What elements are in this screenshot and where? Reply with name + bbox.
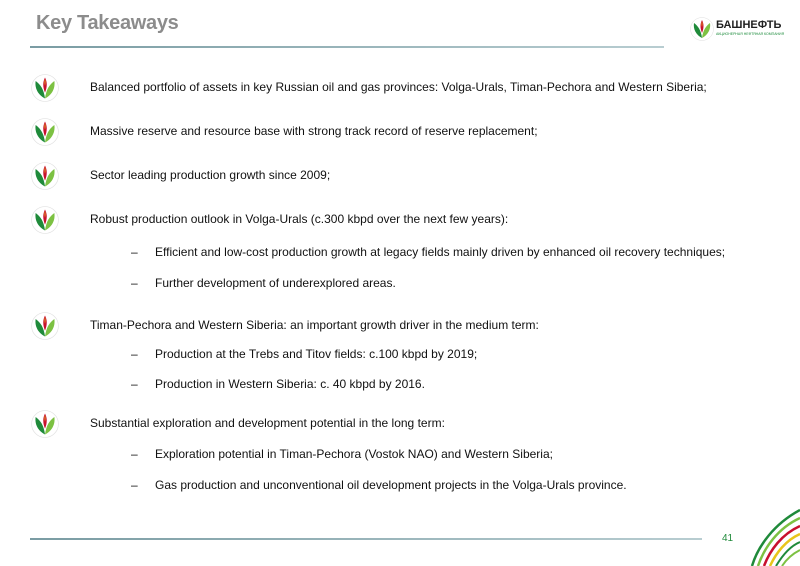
logo-tagline: АКЦИОНЕРНАЯ НЕФТЯНАЯ КОМПАНИЯ [716, 32, 785, 36]
bullet-text: Balanced portfolio of assets in key Russian oil and gas provinces: Volga-Urals, Timan-Pechora and Western Siberia; [90, 80, 707, 94]
bashneft-logo-icon [690, 17, 714, 41]
dash-marker: – [131, 245, 138, 259]
page-number: 41 [722, 533, 734, 544]
bullet-text: Substantial exploration and development potential in the long term: [90, 416, 445, 430]
sub-bullet-text: Production at the Trebs and Titov fields: c.100 kbpd by 2019; [155, 347, 478, 361]
title-divider [30, 46, 664, 48]
tulip-bullet-icon [31, 162, 59, 190]
page-title: Key Takeaways [36, 12, 179, 34]
dash-marker: – [131, 276, 138, 290]
corner-stripes-decoration [738, 498, 800, 566]
sub-bullet-text: Production in Western Siberia: c. 40 kbpd by 2016. [155, 377, 425, 391]
tulip-bullet-icon [31, 118, 59, 146]
tulip-bullet-icon [31, 206, 59, 234]
sub-bullet [131, 377, 425, 391]
sub-bullet-text: Further development of underexplored areas. [155, 276, 396, 290]
tulip-bullet-icon [31, 74, 59, 102]
dash-marker: – [131, 478, 138, 492]
logo-wordmark: БАШНЕФТЬ [716, 19, 782, 31]
footer-divider [30, 538, 702, 540]
sub-bullet-text: Efficient and low-cost production growth at legacy fields mainly driven by enhanced oil recovery techniques; [155, 245, 726, 259]
bullet-text: Sector leading production growth since 2009; [90, 168, 331, 182]
sub-bullet-text: Exploration potential in Timan-Pechora (Vostok NAO) and Western Siberia; [155, 447, 553, 461]
sub-bullet [131, 478, 627, 492]
dash-marker: – [131, 377, 138, 391]
bullet-text: Robust production outlook in Volga-Urals (c.300 kbpd over the next few years): [90, 212, 509, 226]
bullet-text: Massive reserve and resource base with strong track record of reserve replacement; [90, 124, 538, 138]
bullet-text: Timan-Pechora and Western Siberia: an important growth driver in the medium term: [90, 318, 539, 332]
sub-bullet [131, 347, 477, 361]
dash-marker: – [131, 447, 138, 461]
sub-bullet [131, 447, 553, 461]
dash-marker: – [131, 347, 138, 361]
sub-bullet-text: Gas production and unconventional oil development projects in the Volga-Urals province. [155, 478, 627, 492]
company-logo [690, 17, 798, 41]
tulip-bullet-icon [31, 312, 59, 340]
sub-bullet [131, 276, 396, 290]
sub-bullet [131, 245, 725, 259]
tulip-bullet-icon [31, 410, 59, 438]
